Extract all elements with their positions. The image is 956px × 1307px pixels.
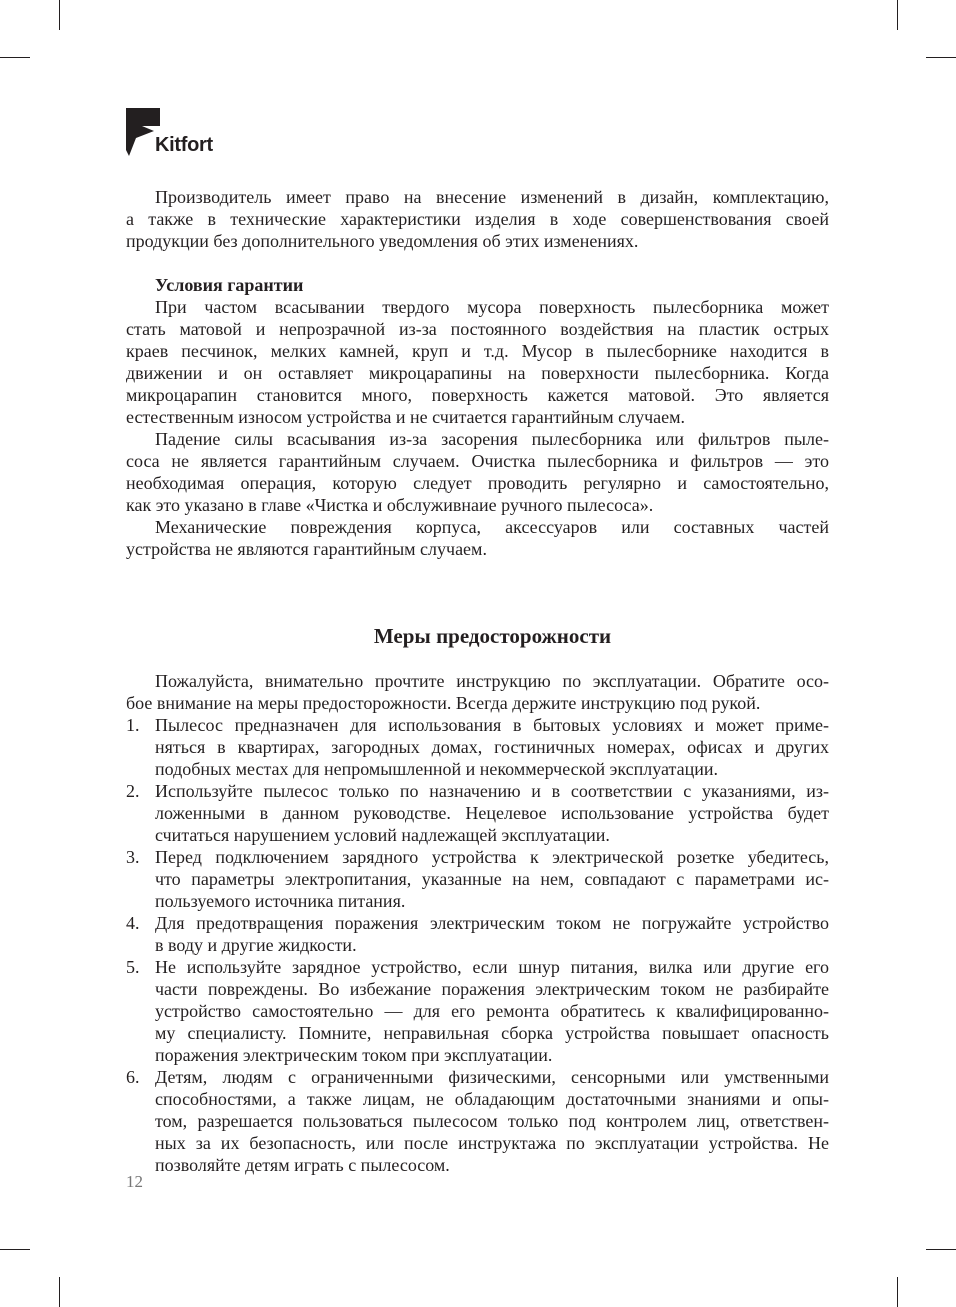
list-item-number: 2. (126, 781, 140, 801)
warranty-section (126, 274, 829, 560)
crop-mark (926, 57, 956, 58)
list-item-text (155, 1066, 829, 1176)
warranty-paragraph (126, 516, 829, 560)
text-line: му специалисту. Помните, неправильная сборка устройства повышает опасность (155, 1023, 829, 1043)
text-line: микроцарапин становится много, поверхность кажется матовой. Это является (126, 385, 829, 405)
crop-mark (897, 1277, 898, 1307)
list-item-text (155, 780, 829, 846)
text-line: устройства не являются гарантийным случаем. (126, 539, 487, 559)
warranty-heading: Условия гарантии (155, 275, 304, 295)
text-line: в воду и другие жидкости. (155, 935, 357, 955)
text-line: соса не является гарантийным случаем. Очистка пылесборника и фильтров — это (126, 451, 829, 471)
text-line: поражения электрическим током при эксплуатации. (155, 1045, 553, 1065)
text-line: устройство самостоятельно — для его ремонта обратитесь к квалифицированно- (155, 1001, 829, 1021)
text-line: Перед подключением зарядного устройства к электрической розетке убедитесь, (155, 847, 829, 867)
crop-mark (926, 1249, 956, 1250)
crop-mark (59, 0, 60, 30)
text-line: подобных местах для непромышленной и некоммерческой эксплуатации. (155, 759, 718, 779)
text-line: ложенными в данном руководстве. Нецелевое использование устройства будет (155, 803, 829, 823)
list-item (126, 1066, 829, 1176)
text-line: позволяйте детям играть с пылесосом. (155, 1155, 450, 1175)
text-line: няться в квартирах, загородных домах, гостиничных номерах, офисах и других (155, 737, 829, 757)
text-line: Пылесос предназначен для использования в бытовых условиях и может приме- (155, 715, 829, 735)
list-item (126, 846, 829, 912)
text-line: Используйте пылесос только по назначению и в соответствии с указаниями, из- (155, 781, 829, 801)
list-item (126, 956, 829, 1066)
kitfort-logo (126, 108, 226, 158)
list-item-number: 1. (126, 715, 140, 735)
list-item (126, 780, 829, 846)
safety-intro (126, 670, 829, 714)
text-line: движении и он оставляет микроцарапины на поверхности пылесборника. Когда (126, 363, 829, 383)
intro-paragraph (126, 186, 829, 252)
logo-text: Kitfort (155, 134, 213, 156)
safety-title: Меры предосторожности (373, 624, 612, 648)
text-line: краев песчинок, мелких камней, круп и т.д. Мусор в пылесборнике находится в (126, 341, 829, 361)
text-line: считаться нарушением условий надлежащей эксплуатации. (155, 825, 610, 845)
text-line: Механические повреждения корпуса, аксессуаров или составных частей (155, 517, 829, 537)
list-item-number: 3. (126, 847, 140, 867)
text-line: ных за их безопасность, или после инструктажа по эксплуатации устройства. Не (155, 1133, 829, 1153)
text-line: том, разрешается пользоваться пылесосом только под контролем лиц, ответствен- (155, 1111, 829, 1131)
list-item-text (155, 912, 829, 956)
text-line: способностями, а также лицам, не обладающим достаточными знаниями и опы- (155, 1089, 829, 1109)
text-line: Производитель имеет право на внесение изменений в дизайн, комплектацию, (155, 187, 829, 207)
list-item (126, 912, 829, 956)
text-line: необходимая операция, которую следует проводить регулярно и самостоятельно, (126, 473, 829, 493)
page-number: 12 (126, 1172, 143, 1191)
list-item-number: 5. (126, 957, 140, 977)
crop-mark (897, 0, 898, 30)
text-line: Детям, людям с ограниченными физическими, сенсорными или умственными (155, 1067, 829, 1087)
crop-mark (0, 1249, 30, 1250)
text-line: а также в технические характеристики изделия в ходе совершенствования своей (126, 209, 829, 229)
text-line: Падение силы всасывания из-за засорения пылесборника или фильтров пыле- (155, 429, 829, 449)
text-line: естественным износом устройства и не считается гарантийным случаем. (126, 407, 686, 427)
text-line: Не используйте зарядное устройство, если шнур питания, вилка или другие его (155, 957, 829, 977)
text-line: стать матовой и непрозрачной из-за постоянного воздействия на пластик острых (126, 319, 829, 339)
text-line: части повреждены. Во избежание поражения электрическим током не разбирайте (155, 979, 829, 999)
list-item-text (155, 956, 829, 1066)
list-item (126, 714, 829, 780)
warranty-paragraph (126, 428, 829, 516)
text-line: Для предотвращения поражения электрическим током не погружайте устройство (155, 913, 829, 933)
list-item-text (155, 714, 829, 780)
text-line: продукции без дополнительного уведомления об этих изменениях. (126, 231, 639, 251)
text-line: Пожалуйста, внимательно прочтите инструкцию по эксплуатации. Обратите осо- (155, 671, 829, 691)
text-line: как это указано в главе «Чистка и обслуживнаие ручного пылесоса». (126, 495, 654, 515)
text-line: что параметры электропитания, указанные на нем, совпадают с параметрами ис- (155, 869, 829, 889)
safety-section (126, 670, 829, 1176)
list-item-number: 6. (126, 1067, 140, 1087)
list-item-number: 4. (126, 913, 140, 933)
list-item-text (155, 846, 829, 912)
crop-mark (0, 57, 30, 58)
crop-mark (59, 1277, 60, 1307)
text-line: бое внимание на меры предосторожности. Всегда держите инструкцию под рукой. (126, 693, 761, 713)
text-line: пользуемого источника питания. (155, 891, 406, 911)
warranty-paragraph (126, 296, 829, 428)
text-line: При частом всасывании твердого мусора поверхность пылесборника может (155, 297, 829, 317)
